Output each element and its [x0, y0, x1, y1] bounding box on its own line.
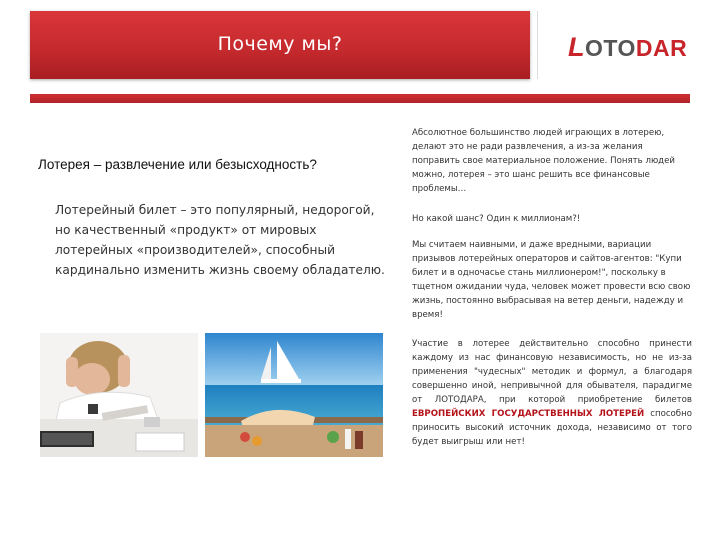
- logo-letter-l: L: [568, 32, 585, 62]
- page-title: Почему мы?: [217, 33, 343, 55]
- paragraph-majority: Абсолютное большинство людей играющих в лотерею, делают это не ради развлечения, а из-за желания поправить свое материальное положение. Понять людей можно, лотерея – это шанс решить все финансовые проблемы…: [412, 128, 675, 194]
- logo-wordmark: [568, 32, 687, 63]
- european-lotteries-highlight: ЕВРОПЕЙСКИХ ГОСУДАРСТВЕННЫХ ЛОТЕРЕЙ: [412, 409, 645, 419]
- intro-text: Лотерейный билет – это популярный, недорогой, но качественный «продукт» от мировых лотерейных «производителей», способный кардинально изменить жизнь своему обладателю.: [55, 203, 385, 277]
- header-banner: [30, 11, 530, 79]
- paragraph-independence-text-1: Участие в лотерее действительно способно принести каждому из нас финансовую независимость, но не из-за применения "чудесных" методик и формул, а благодаря совершенно иной, непривычной для обывателя, парадигме от ЛОТОДАРА, при которой приобретение билетов: [412, 339, 692, 405]
- stressed-woman-photo: [40, 333, 198, 457]
- paragraph-independence: [412, 337, 692, 449]
- paragraph-independence-text-2: способно приносить высокий источник дохода, независимо от того будет выигрыш или нет!: [412, 409, 692, 447]
- logo-dar: DAR: [635, 35, 688, 61]
- sea-yacht-photo: [205, 333, 383, 457]
- divider-bar: [30, 94, 690, 103]
- paragraph-chance: Но какой шанс? Один к миллионам?!: [412, 214, 581, 224]
- section-subtitle: Лотерея – развлечение или безысходность?: [38, 157, 317, 172]
- paragraph-naive: Мы считаем наивными, и даже вредными, вариации призывов лотерейных операторов и сайтов-агентов: "Купи билет и в одночасье стань миллионером!", поскольку в тщетном ожидании чуда, человек может провести всю свою жизнь, постоянно выбрасывая на ветер деньги, надежду и время!: [412, 240, 691, 320]
- logo-oto: OTO: [585, 35, 636, 61]
- logo: [537, 11, 697, 79]
